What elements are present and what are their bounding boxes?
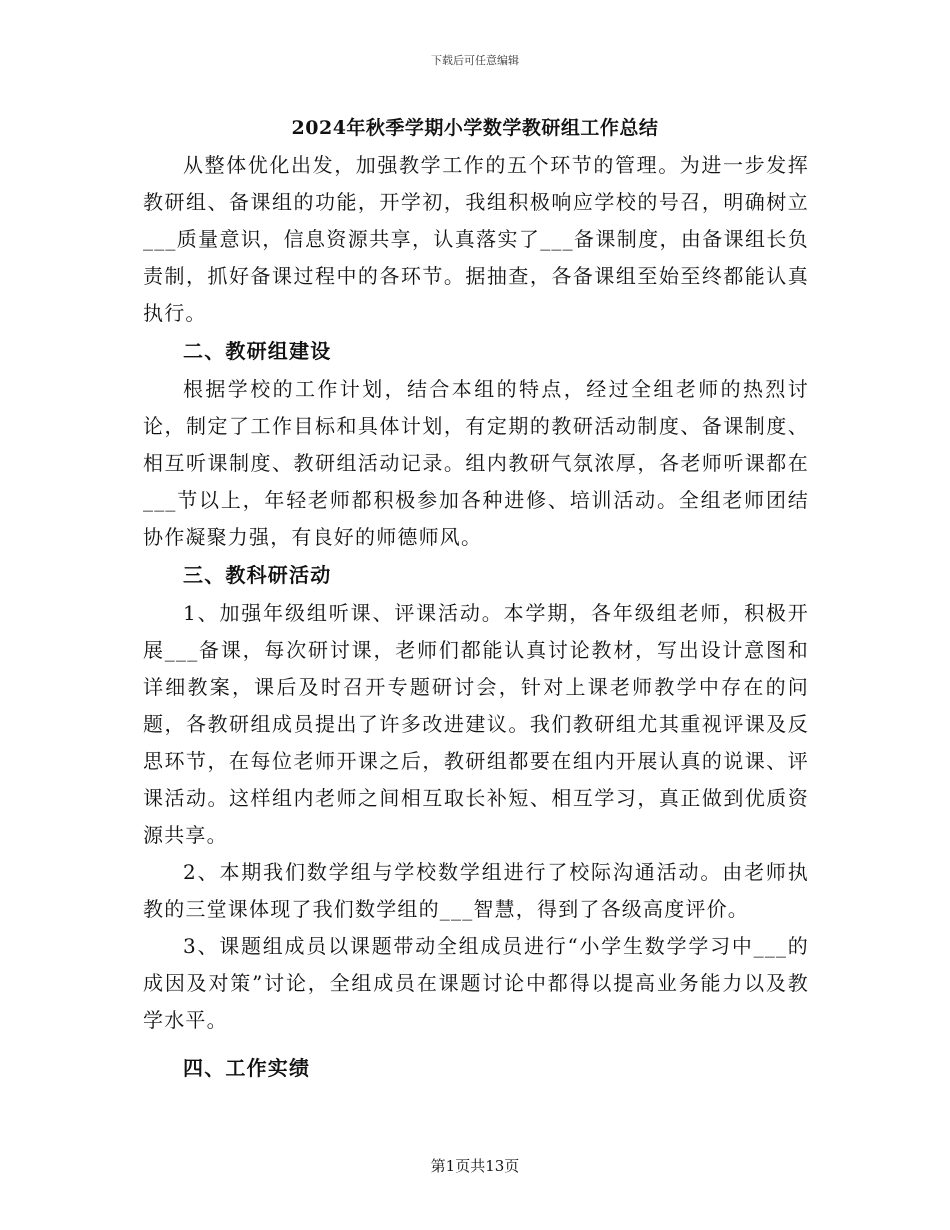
document-body: [143, 147, 809, 1088]
paragraph-activity-1: 1、加强年级组听课、评课活动。本学期，各年级组老师，积极开展___备课，每次研讨课，老师们都能认真讨论教材，写出设计意图和详细教案，课后及时召开专题研讨会，针对上课老师教学中存在的问题，各教研组成员提出了许多改进建议。我们教研组尤其重视评课及反思环节，在每位老师开课之后，教研组都要在组内开展认真的说课、评课活动。这样组内老师之间相互取长补短、相互学习，真正做到优质资源共享。: [143, 601, 809, 847]
paragraph-intro: 从整体优化出发，加强教学工作的五个环节的管理。为进一步发挥教研组、备课组的功能，开学初，我组积极响应学校的号召，明确树立___质量意识，信息资源共享，认真落实了___备课制度，由备课组长负责制，抓好备课过程中的各环节。据抽查，各备课组至始至终都能认真执行。: [143, 153, 809, 325]
page-header: 下载后可任意编辑: [431, 54, 519, 67]
section-heading-achievements: 四、工作实绩: [183, 1056, 311, 1080]
document-title: 2024年秋季学期小学数学教研组工作总结: [291, 117, 659, 139]
paragraph-group-building: 根据学校的工作计划，结合本组的特点，经过全组老师的热烈讨论，制定了工作目标和具体计划，有定期的教研活动制度、备课制度、相互听课制度、教研组活动记录。组内教研气氛浓厚，各老师听课都在___节以上，年轻老师都积极参加各种进修、培训活动。全组老师团结协作凝聚力强，有良好的师德师风。: [143, 377, 809, 549]
page-number: 第1页共13页: [430, 1157, 520, 1175]
paragraph-activity-3: 3、课题组成员以课题带动全组成员进行“小学生数学学习中___的成因及对策”讨论，全组成员在课题讨论中都得以提高业务能力以及教学水平。: [143, 934, 809, 1032]
section-heading-research-activities: 三、教科研活动: [183, 563, 332, 587]
section-heading-teaching-research-group: 二、教研组建设: [183, 339, 332, 363]
paragraph-activity-2: 2、本期我们数学组与学校数学组进行了校际沟通活动。由老师执教的三堂课体现了我们数学组的___智慧，得到了各级高度评价。: [143, 860, 809, 921]
